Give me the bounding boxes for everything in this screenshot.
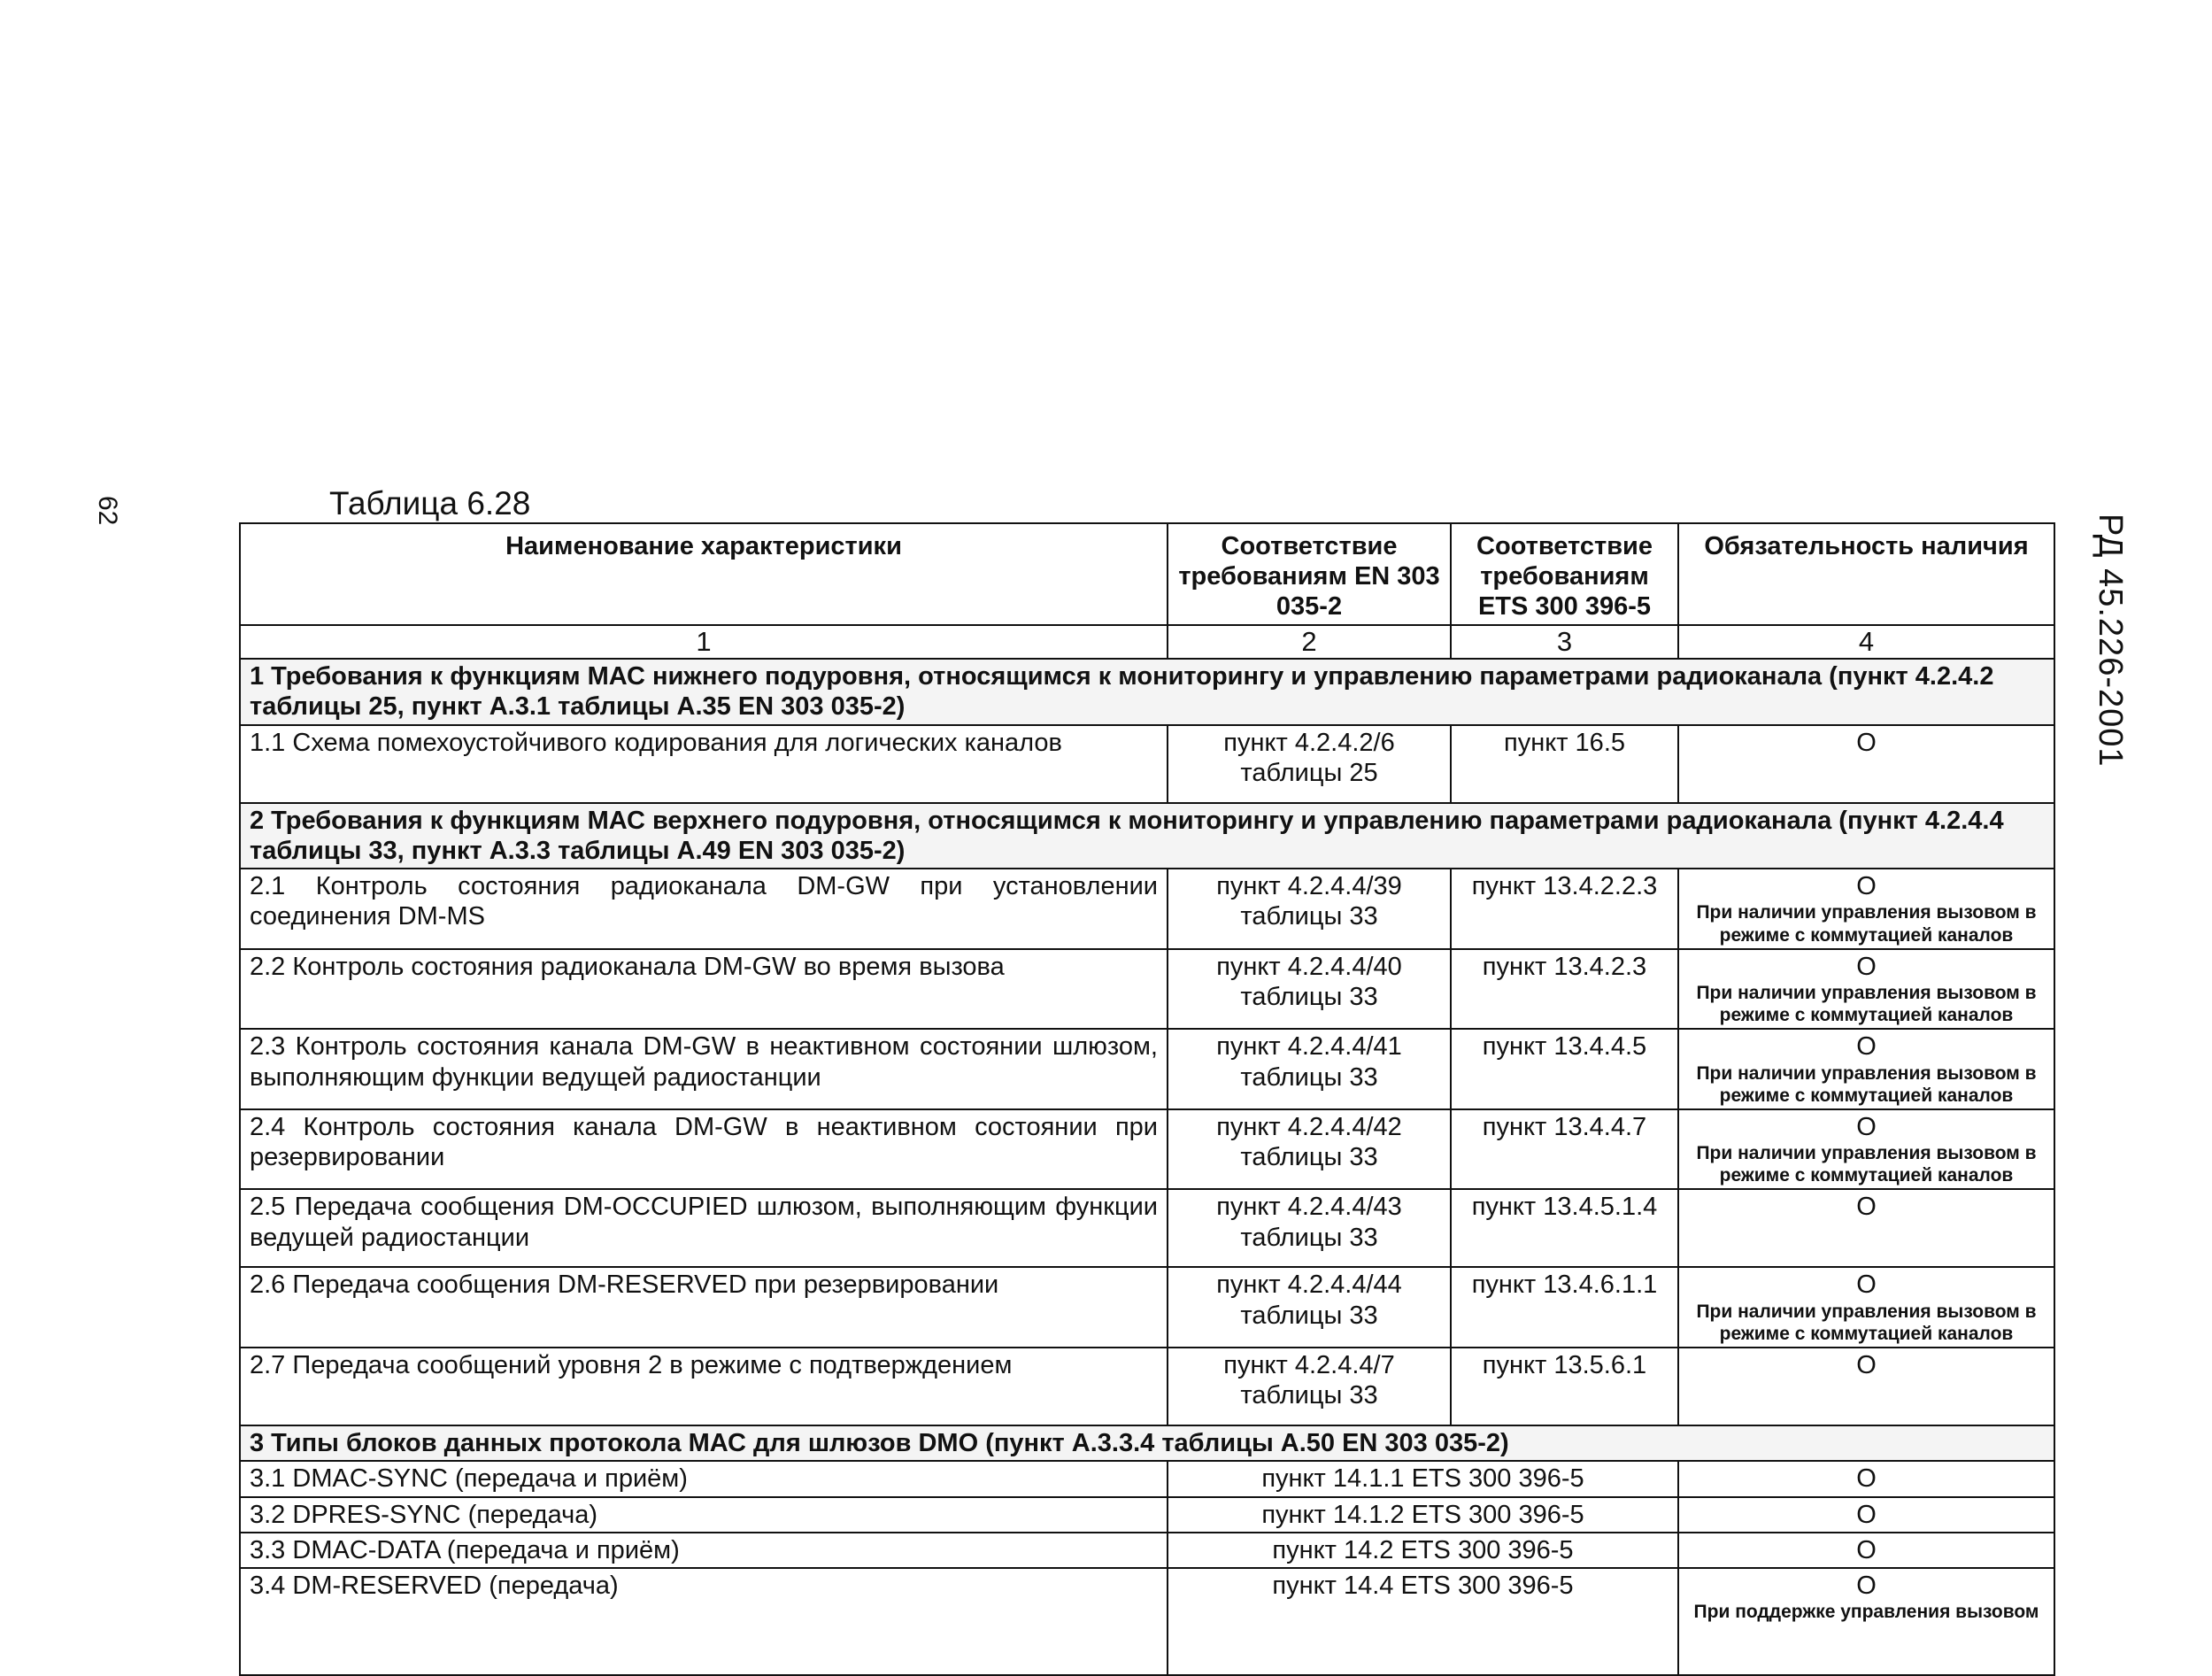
- table-row: [240, 949, 2054, 1030]
- header-row: [240, 523, 2054, 625]
- table-row: [240, 1568, 2054, 1675]
- note: При наличии управления вызовом в режиме с коммутацией каналов: [1696, 1062, 2037, 1106]
- row-name: 2.7 Передача сообщений уровня 2 в режиме с подтверждением: [240, 1348, 1168, 1425]
- note: При наличии управления вызовом в режиме с коммутацией каналов: [1696, 1301, 2037, 1344]
- table-row: [240, 1189, 2054, 1267]
- row-en-ref: пункт 4.2.4.4/39 таблицы 33: [1168, 869, 1451, 949]
- row-name: 3.3 DMAC-DATA (передача и приём): [240, 1533, 1168, 1568]
- table-row: [240, 1109, 2054, 1190]
- mark: О: [1856, 1351, 1877, 1380]
- row-ets-ref: пункт 14.1.1 ETS 300 396-5: [1168, 1461, 1678, 1496]
- section-row: [240, 803, 2054, 869]
- row-mandatory: [1678, 1109, 2054, 1190]
- row-mandatory: [1678, 869, 2054, 949]
- requirements-table: [239, 522, 2055, 1676]
- row-ets-ref: пункт 14.1.2 ETS 300 396-5: [1168, 1497, 1678, 1533]
- row-name: 2.6 Передача сообщения DM-RESERVED при резервировании: [240, 1267, 1168, 1348]
- mark: О: [1856, 1112, 1877, 1141]
- row-ets-ref: пункт 13.5.6.1: [1451, 1348, 1678, 1425]
- row-mandatory: [1678, 1497, 2054, 1533]
- header-name: Наименование характеристики: [240, 523, 1168, 625]
- row-name: 3.1 DMAC-SYNC (передача и приём): [240, 1461, 1168, 1496]
- section-row: [240, 1425, 2054, 1461]
- row-mandatory: [1678, 725, 2054, 803]
- row-name: 2.3 Контроль состояния канала DM-GW в неактивном состоянии шлюзом, выполняющим функции ведущей радиостанции: [240, 1029, 1168, 1109]
- document-code: РД 45.226-2001: [2092, 514, 2129, 768]
- section-title: 2 Требования к функциям МАС верхнего подуровня, относящимся к мониторингу и управлению параметрами радиоканала (пункт 4.2.4.4 таблицы 33, пункт А.3.3 таблицы А.49 EN 303 035-2): [240, 803, 2054, 869]
- note: При наличии управления вызовом в режиме с коммутацией каналов: [1696, 982, 2037, 1026]
- table-row: [240, 1267, 2054, 1348]
- row-mandatory: [1678, 1348, 2054, 1425]
- col-number: 3: [1451, 625, 1678, 660]
- mark: О: [1856, 1193, 1877, 1222]
- mark: О: [1856, 952, 1877, 981]
- row-ets-ref: пункт 13.4.5.1.4: [1451, 1189, 1678, 1267]
- mark: О: [1856, 1032, 1877, 1062]
- page-number: 62: [93, 496, 122, 526]
- row-ets-ref: пункт 13.4.4.7: [1451, 1109, 1678, 1190]
- row-en-ref: пункт 4.2.4.4/40 таблицы 33: [1168, 949, 1451, 1030]
- row-en-ref: пункт 4.2.4.4/41 таблицы 33: [1168, 1029, 1451, 1109]
- table-row: [240, 1461, 2054, 1496]
- section-title: 3 Типы блоков данных протокола МАС для шлюзов DMO (пункт А.3.3.4 таблицы А.50 EN 303 035-2): [240, 1425, 2054, 1461]
- row-mandatory: [1678, 1189, 2054, 1267]
- column-number-row: [240, 625, 2054, 660]
- row-ets-ref: пункт 13.4.2.3: [1451, 949, 1678, 1030]
- table-row: [240, 869, 2054, 949]
- mark: О: [1856, 1535, 1877, 1564]
- row-name: 1.1 Схема помехоустойчивого кодирования для логических каналов: [240, 725, 1168, 803]
- row-name: 3.4 DM-RESERVED (передача): [240, 1568, 1168, 1675]
- table-row: [240, 1497, 2054, 1533]
- row-mandatory: [1678, 1461, 2054, 1496]
- section-row: [240, 659, 2054, 724]
- col-number: 2: [1168, 625, 1451, 660]
- mark: О: [1856, 728, 1877, 757]
- row-ets-ref: пункт 13.4.2.2.3: [1451, 869, 1678, 949]
- row-mandatory: [1678, 1568, 2054, 1675]
- mark: О: [1856, 1271, 1877, 1300]
- table-caption: Таблица 6.28: [329, 485, 531, 521]
- mark: О: [1856, 872, 1877, 901]
- row-en-ref: пункт 4.2.4.4/44 таблицы 33: [1168, 1267, 1451, 1348]
- row-ets-ref: пункт 16.5: [1451, 725, 1678, 803]
- mark: О: [1856, 1571, 1877, 1600]
- row-en-ref: пункт 4.2.4.4/42 таблицы 33: [1168, 1109, 1451, 1190]
- row-name: 2.5 Передача сообщения DM-OCCUPIED шлюзом, выполняющим функции ведущей радиостанции: [240, 1189, 1168, 1267]
- col-number: 4: [1678, 625, 2054, 660]
- row-ets-ref: пункт 14.4 ETS 300 396-5: [1168, 1568, 1678, 1675]
- mark: О: [1856, 1500, 1877, 1529]
- note: При наличии управления вызовом в режиме с коммутацией каналов: [1696, 902, 2037, 946]
- header-en: Соответствие требованиям EN 303 035-2: [1168, 523, 1451, 625]
- table-row: [240, 725, 2054, 803]
- row-name: 2.4 Контроль состояния канала DM-GW в неактивном состоянии при резервировании: [240, 1109, 1168, 1190]
- row-name: 2.1 Контроль состояния радиоканала DM-GW при установлении соединения DM-MS: [240, 869, 1168, 949]
- row-mandatory: [1678, 949, 2054, 1030]
- row-ets-ref: пункт 13.4.4.5: [1451, 1029, 1678, 1109]
- row-ets-ref: пункт 13.4.6.1.1: [1451, 1267, 1678, 1348]
- table-row: [240, 1533, 2054, 1568]
- col-number: 1: [240, 625, 1168, 660]
- header-mandatory: Обязательность наличия: [1678, 523, 2054, 625]
- row-mandatory: [1678, 1267, 2054, 1348]
- row-en-ref: пункт 4.2.4.4/7 таблицы 33: [1168, 1348, 1451, 1425]
- row-en-ref: пункт 4.2.4.4/43 таблицы 33: [1168, 1189, 1451, 1267]
- row-ets-ref: пункт 14.2 ETS 300 396-5: [1168, 1533, 1678, 1568]
- section-title: 1 Требования к функциям МАС нижнего подуровня, относящимся к мониторингу и управлению параметрами радиоканала (пункт 4.2.4.2 таблицы 25, пункт А.3.1 таблицы А.35 EN 303 035-2): [240, 659, 2054, 724]
- header-ets: Соответствие требованиям ETS 300 396-5: [1451, 523, 1678, 625]
- mark: О: [1856, 1464, 1877, 1494]
- note: При поддержке управления вызовом: [1693, 1602, 2039, 1623]
- row-en-ref: пункт 4.2.4.2/6 таблицы 25: [1168, 725, 1451, 803]
- note: При наличии управления вызовом в режиме с коммутацией каналов: [1696, 1143, 2037, 1186]
- row-name: 2.2 Контроль состояния радиоканала DM-GW во время вызова: [240, 949, 1168, 1030]
- row-mandatory: [1678, 1533, 2054, 1568]
- table-row: [240, 1029, 2054, 1109]
- table-row: [240, 1348, 2054, 1425]
- row-mandatory: [1678, 1029, 2054, 1109]
- row-name: 3.2 DPRES-SYNC (передача): [240, 1497, 1168, 1533]
